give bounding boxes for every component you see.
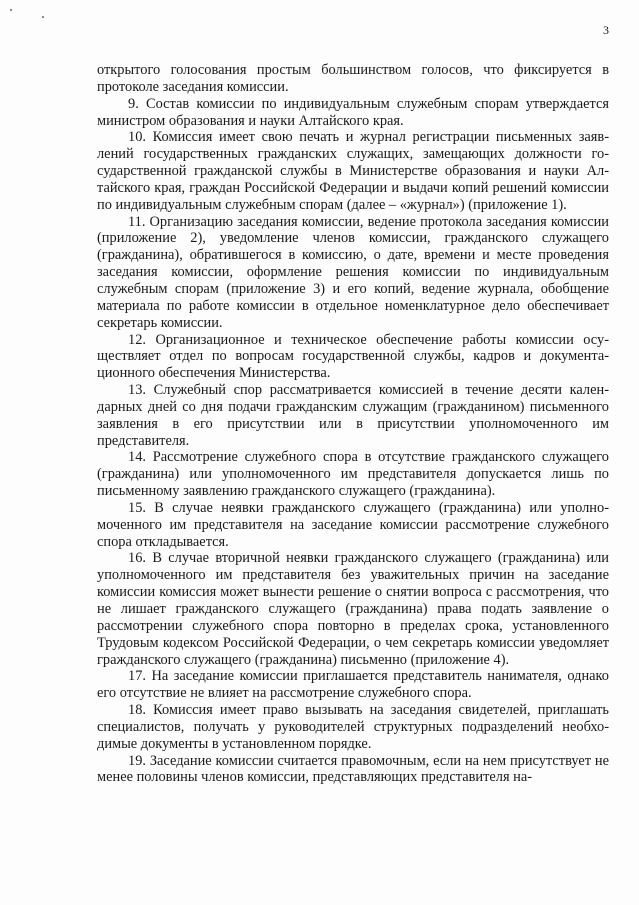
scan-speck: [10, 9, 12, 11]
paragraph-continuation: открытого голосования простым большинством голосов, что фиксируется в протоколе заседания комиссии.: [97, 62, 609, 95]
paragraph-12: 12. Организационное и техническое обеспечение работы комиссии осуществляет отдел по вопросам государственной службы, кадров и документационного обеспечения Министерства.: [97, 331, 609, 382]
paragraph-14: 14. Рассмотрение служебного спора в отсутствие гражданского служащего (гражданина) или уполномоченного им представителя допускается лишь по письменному заявлению гражданского служащего (гражданина).: [97, 449, 609, 500]
paragraph-19: 19. Заседание комиссии считается правомочным, если на нем присутствует не менее половины членов комиссии, представляющих представителя на-: [97, 752, 609, 786]
paragraph-17: 17. На заседание комиссии приглашается представитель нанимателя, однако его отсутствие не влияет на рассмотрение служебного спора.: [97, 668, 609, 702]
paragraph-18: 18. Комиссия имеет право вызывать на заседания свидетелей, приглашать специалистов, получать у руководителей структурных подразделений необходимые документы в установленном порядке.: [97, 702, 609, 752]
paragraph-13: 13. Служебный спор рассматривается комиссией в течение десяти календарных дней со дня подачи гражданским служащим (гражданином) письменного заявления в его присутствии или в присутствии уполномоченного им представителя.: [97, 382, 609, 449]
paragraph-16: 16. В случае вторичной неявки гражданского служащего (гражданина) или уполномоченного им представителя без уважительных причин на заседание комиссии комиссия может вынести решение о снятии вопроса с рассмотрения, что не лишает гражданского служащего (гражданина) права подать заявление о рассмотрении служебного спора повторно в пределах срока, установленного Трудовым кодексом Российской Федерации, о чем секретарь комиссии уведомляет гражданского служащего (гражданина) письменно (приложение 4).: [97, 550, 609, 668]
scan-speck: [42, 16, 44, 18]
paragraph-9: 9. Состав комиссии по индивидуальным служебным спорам утверждается министром образования и науки Алтайского края.: [97, 95, 609, 129]
paragraph-15: 15. В случае неявки гражданского служащего (гражданина) или уполномоченного им представителя на заседание комиссии рассмотрение служебного спора откладывается.: [97, 499, 609, 550]
paragraph-11: 11. Организацию заседания комиссии, ведение протокола заседания комиссии (приложение 2), уведомление членов комиссии, гражданского служащего (гражданина), обратившегося в комиссию, о дате, времени и месте проведения заседания комиссии, оформление решения комиссии по индивидуальным служебным спорам (приложение 3) и его копий, ведение журнала, обобщение материала по работе комиссии в отдельное номенклатурное дело обеспечивает секретарь комиссии.: [97, 213, 609, 331]
document-body: [97, 62, 609, 786]
page-number: 3: [603, 23, 609, 37]
paragraph-10: 10. Комиссия имеет свою печать и журнал регистрации письменных заявлений государственных гражданских служащих, замещающих должности государственной гражданской службы в Министерстве образования и науки Алтайского края, граждан Российской Федерации и выдачи копий решений комиссии по индивидуальным служебным спорам (далее – «журнал») (приложение 1).: [97, 129, 609, 213]
